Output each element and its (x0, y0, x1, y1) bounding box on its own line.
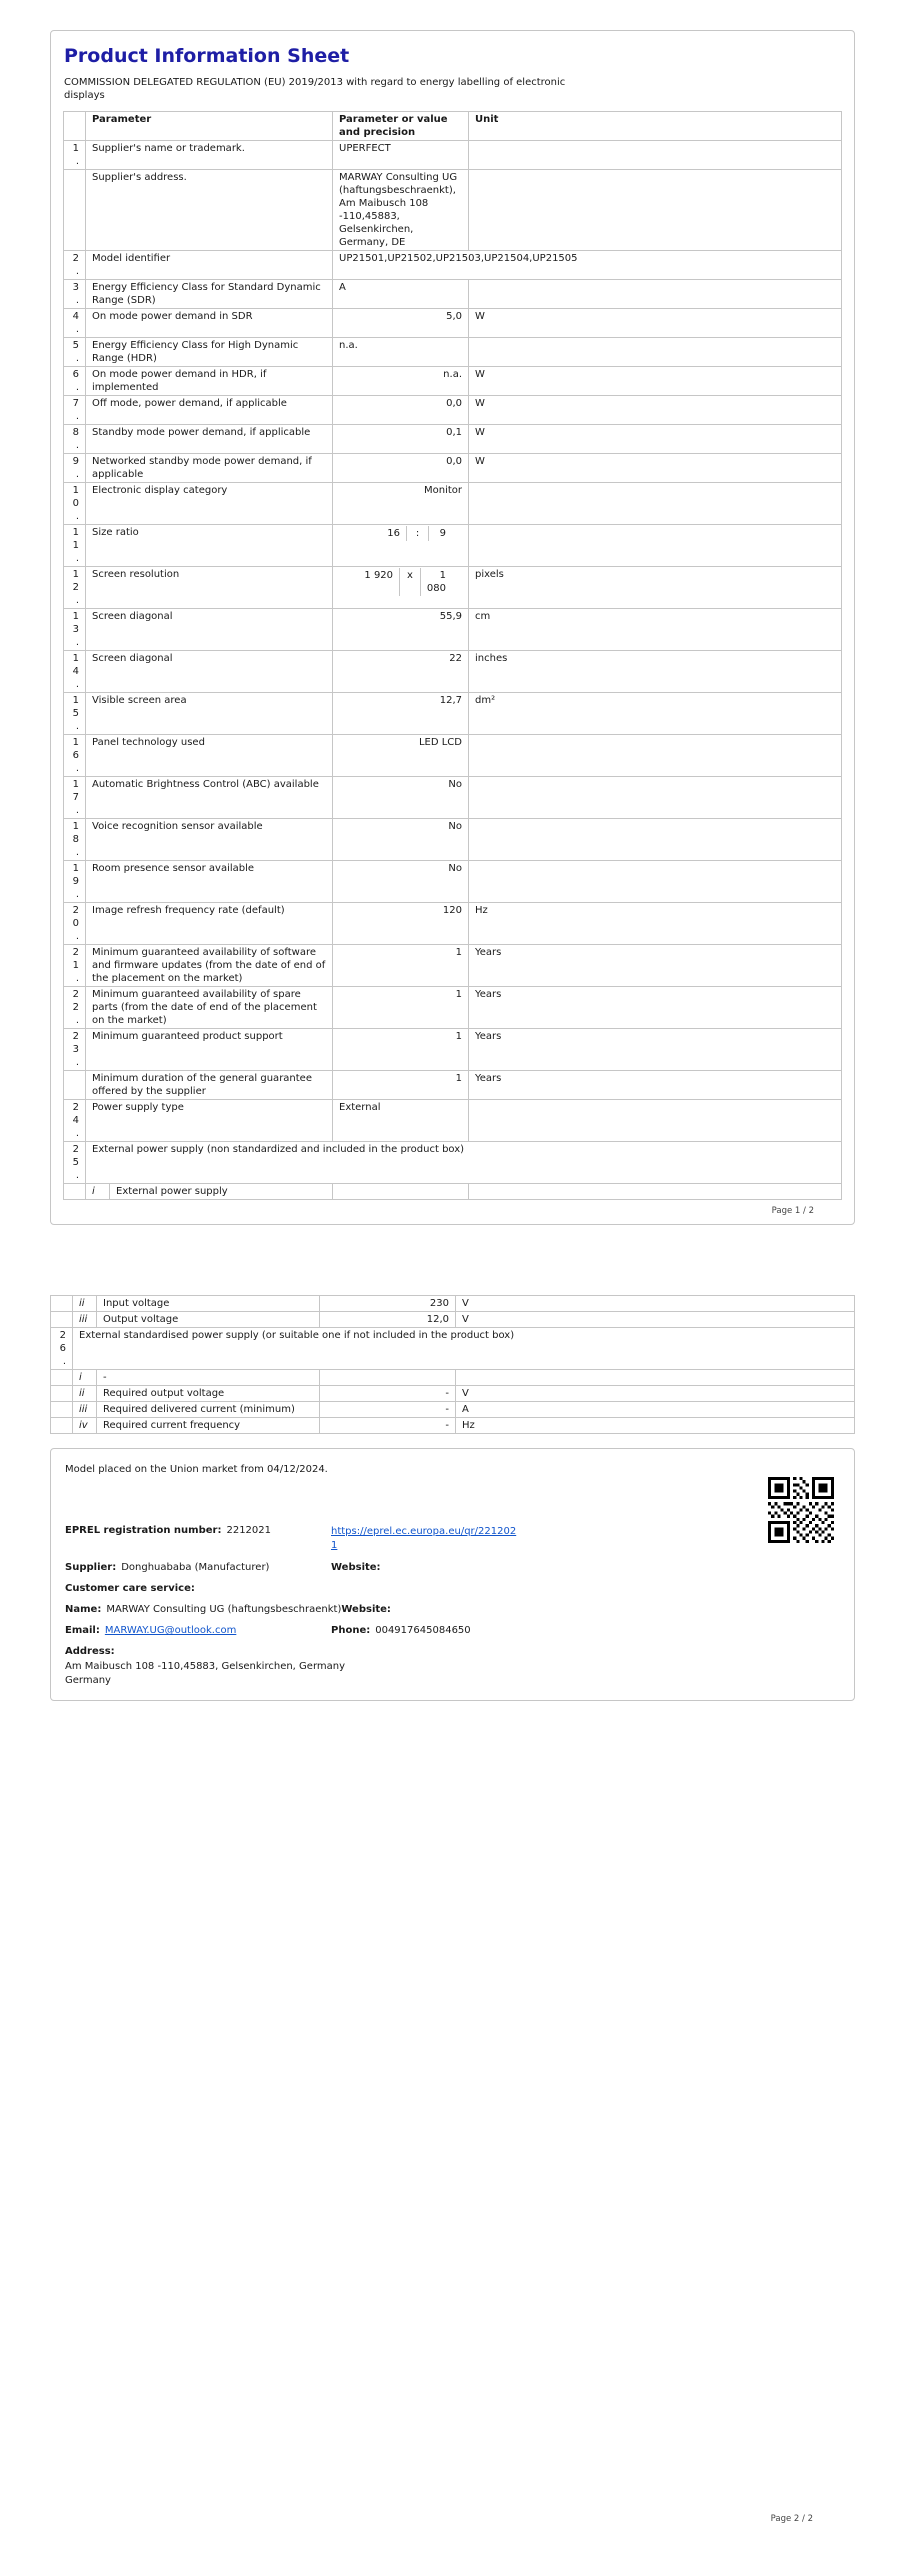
row-number-cell: 10. (64, 483, 86, 525)
value-cell: No (333, 819, 469, 861)
empty-header-cell (64, 112, 86, 141)
roman-index-cell: ii (73, 1386, 97, 1402)
unit-cell (469, 1100, 842, 1142)
unit-cell (469, 1184, 842, 1200)
value-cell: MARWAY Consulting UG (haftungsbeschraenkt), Am Maibusch 108 -110,45883, Gelsenkirchen, Germany, DE (333, 170, 469, 251)
value-cell: 22 (333, 651, 469, 693)
roman-index-cell: iii (73, 1402, 97, 1418)
website-label: Website: (331, 1562, 381, 1574)
value-cell: 1 (333, 945, 469, 987)
parameter-cell: Size ratio (86, 525, 333, 567)
parameter-cell: Energy Efficiency Class for Standard Dynamic Range (SDR) (86, 280, 333, 309)
row-number-cell (51, 1402, 73, 1418)
market-placement-text: Model placed on the Union market from 04/12/2024. (65, 1464, 328, 1476)
unit-cell (469, 280, 842, 309)
row-number-cell: 8. (64, 425, 86, 454)
value-cell: - (320, 1386, 456, 1402)
supplier-value: Donghuababa (Manufacturer) (121, 1562, 270, 1574)
value-cell: External (333, 1100, 469, 1142)
parameter-cell: Screen diagonal (86, 651, 333, 693)
eprel-row (63, 1525, 842, 1552)
table-header-row (64, 112, 842, 141)
section-span-cell: External power supply (non standardized and included in the product box) (86, 1142, 842, 1184)
unit-cell: W (469, 454, 842, 483)
unit-cell: Years (469, 1029, 842, 1071)
table-section-row (64, 1142, 842, 1184)
customer-care-heading: Customer care service: (65, 1583, 195, 1595)
table-section-row (51, 1328, 855, 1370)
qr-code (768, 1477, 834, 1543)
table-row (64, 309, 842, 338)
unit-cell: W (469, 309, 842, 338)
ratio-separator: : (407, 526, 429, 541)
parameter-cell: On mode power demand in HDR, if implemented (86, 367, 333, 396)
parameter-cell: Minimum duration of the general guarantee offered by the supplier (86, 1071, 333, 1100)
row-number-cell: 11. (64, 525, 86, 567)
table-row (64, 367, 842, 396)
website-label-2: Website: (341, 1604, 391, 1616)
contact-email-row (63, 1625, 842, 1636)
row-number-cell: 5. (64, 338, 86, 367)
table-row (64, 251, 842, 280)
value-cell: UP21501,UP21502,UP21503,UP21504,UP21505 (333, 251, 842, 280)
table-row (64, 819, 842, 861)
table-row (64, 903, 842, 945)
ratio-height: 9 (439, 528, 446, 540)
phone-label: Phone: (331, 1625, 371, 1637)
table-row-resolution (64, 567, 842, 609)
parameter-cell: Required delivered current (minimum) (97, 1402, 320, 1418)
unit-cell: Years (469, 945, 842, 987)
row-number-cell: 6. (64, 367, 86, 396)
roman-index-cell: iii (73, 1312, 97, 1328)
parameter-cell: Standby mode power demand, if applicable (86, 425, 333, 454)
unit-cell: A (456, 1402, 855, 1418)
parameter-cell: Minimum guaranteed availability of software and firmware updates (from the date of end of the placement on the market) (86, 945, 333, 987)
value-cell: 1 (333, 1029, 469, 1071)
parameter-cell: Automatic Brightness Control (ABC) available (86, 777, 333, 819)
value-cell: 230 (320, 1296, 456, 1312)
unit-cell: inches (469, 651, 842, 693)
parameter-cell: Electronic display category (86, 483, 333, 525)
parameter-cell: Model identifier (86, 251, 333, 280)
parameter-cell: Required current frequency (97, 1418, 320, 1434)
unit-cell (469, 819, 842, 861)
row-number-cell: 26. (51, 1328, 73, 1370)
parameter-cell: Screen resolution (86, 567, 333, 609)
value-cell (333, 567, 469, 609)
value-cell: No (333, 777, 469, 819)
table-row (64, 425, 842, 454)
table-row (64, 945, 842, 987)
parameter-cell: Screen diagonal (86, 609, 333, 651)
parameter-cell: Input voltage (97, 1296, 320, 1312)
row-number-cell (51, 1386, 73, 1402)
row-number-cell: 23. (64, 1029, 86, 1071)
unit-cell (456, 1370, 855, 1386)
row-number-cell (64, 170, 86, 251)
page-2-footer: Page 2 / 2 (770, 2514, 813, 2524)
parameter-cell: Minimum guaranteed product support (86, 1029, 333, 1071)
table-row (64, 1100, 842, 1142)
ratio-width: 16 (339, 526, 407, 541)
row-number-cell: 2. (64, 251, 86, 280)
row-number-cell: 21. (64, 945, 86, 987)
eprel-label: EPREL registration number: (65, 1525, 222, 1537)
unit-cell (469, 777, 842, 819)
parameter-cell: Voice recognition sensor available (86, 819, 333, 861)
row-number-cell: 4. (64, 309, 86, 338)
value-cell: 12,0 (320, 1312, 456, 1328)
phone-value: 004917645084650 (375, 1625, 471, 1637)
roman-index-cell: i (86, 1184, 110, 1200)
unit-cell (469, 170, 842, 251)
unit-cell: cm (469, 609, 842, 651)
value-cell: No (333, 861, 469, 903)
continuation-table (50, 1295, 855, 1434)
document-page-1 (50, 30, 855, 1225)
col-header-value: Parameter or value and precision (333, 112, 469, 141)
row-number-cell: 1. (64, 141, 86, 170)
parameter-cell: Room presence sensor available (86, 861, 333, 903)
eprel-number: 2212021 (226, 1525, 272, 1537)
value-cell: - (320, 1418, 456, 1434)
value-cell: - (320, 1402, 456, 1418)
unit-cell (469, 735, 842, 777)
regulation-subtitle: COMMISSION DELEGATED REGULATION (EU) 2019/2013 with regard to energy labelling of electronic displays (64, 77, 566, 102)
value-cell: 120 (333, 903, 469, 945)
eprel-registration (65, 1525, 331, 1552)
table-subrow (51, 1418, 855, 1434)
table-row (64, 735, 842, 777)
row-number-cell (51, 1370, 73, 1386)
value-cell: Monitor (333, 483, 469, 525)
parameter-cell: Off mode, power demand, if applicable (86, 396, 333, 425)
unit-cell: dm² (469, 693, 842, 735)
table-row (64, 454, 842, 483)
roman-index-cell: iv (73, 1418, 97, 1434)
content-column (50, 0, 855, 1701)
table-row (64, 693, 842, 735)
value-cell: 0,0 (333, 454, 469, 483)
table-subrow (51, 1312, 855, 1328)
parameter-cell: - (97, 1370, 320, 1386)
value-cell (333, 1184, 469, 1200)
unit-cell: Hz (456, 1418, 855, 1434)
value-cell: 1 (333, 1071, 469, 1100)
page-1-footer: Page 1 / 2 (771, 1206, 814, 1217)
row-number-cell: 18. (64, 819, 86, 861)
name-value: MARWAY Consulting UG (haftungsbeschraenkt) (106, 1604, 342, 1616)
unit-cell: W (469, 367, 842, 396)
row-number-cell: 9. (64, 454, 86, 483)
col-header-parameter: Parameter (86, 112, 333, 141)
unit-cell (469, 483, 842, 525)
row-number-cell (64, 1071, 86, 1100)
parameter-cell: Required output voltage (97, 1386, 320, 1402)
value-cell: A (333, 280, 469, 309)
product-parameters-table (63, 111, 842, 1200)
table-row (64, 141, 842, 170)
roman-index-cell: ii (73, 1296, 97, 1312)
row-number-cell: 16. (64, 735, 86, 777)
parameter-cell: Image refresh frequency rate (default) (86, 903, 333, 945)
table-subrow (64, 1184, 842, 1200)
resolution-height: 1 080 (426, 570, 446, 595)
table-row (64, 170, 842, 251)
parameter-cell: Energy Efficiency Class for High Dynamic Range (HDR) (86, 338, 333, 367)
parameter-cell: On mode power demand in SDR (86, 309, 333, 338)
value-cell (333, 525, 469, 567)
row-number-cell: 12. (64, 567, 86, 609)
unit-cell (469, 525, 842, 567)
unit-cell: Years (469, 987, 842, 1029)
row-number-cell (64, 1184, 86, 1200)
row-number-cell: 19. (64, 861, 86, 903)
unit-cell: V (456, 1296, 855, 1312)
roman-index-cell: i (73, 1370, 97, 1386)
table-row (64, 1029, 842, 1071)
table-row-size-ratio (64, 525, 842, 567)
unit-cell: W (469, 396, 842, 425)
parameter-cell: Power supply type (86, 1100, 333, 1142)
parameter-cell: Supplier's address. (86, 170, 333, 251)
unit-cell: W (469, 425, 842, 454)
table-row (64, 1071, 842, 1100)
unit-cell: Years (469, 1071, 842, 1100)
value-cell: LED LCD (333, 735, 469, 777)
market-info-box (50, 1448, 855, 1701)
parameter-cell: Visible screen area (86, 693, 333, 735)
address-heading: Address: (65, 1646, 115, 1658)
value-cell: 12,7 (333, 693, 469, 735)
value-cell: 5,0 (333, 309, 469, 338)
table-subrow (51, 1386, 855, 1402)
table-row (64, 987, 842, 1029)
parameter-cell: Minimum guaranteed availability of spare parts (from the date of end of the placement on the market) (86, 987, 333, 1029)
row-number-cell (51, 1418, 73, 1434)
table-row (64, 280, 842, 309)
value-cell: 0,1 (333, 425, 469, 454)
table-row (64, 483, 842, 525)
value-cell: 1 (333, 987, 469, 1029)
table-row (64, 396, 842, 425)
unit-cell (469, 141, 842, 170)
address-line-1: Am Maibusch 108 -110,45883, Gelsenkirchen, Germany (65, 1661, 345, 1673)
supplier-row (63, 1562, 842, 1573)
parameter-cell: Supplier's name or trademark. (86, 141, 333, 170)
resolution-width: 1 920 (339, 568, 400, 596)
row-number-cell: 7. (64, 396, 86, 425)
row-number-cell: 24. (64, 1100, 86, 1142)
unit-cell: V (456, 1312, 855, 1328)
row-number-cell: 20. (64, 903, 86, 945)
parameter-cell: Networked standby mode power demand, if applicable (86, 454, 333, 483)
row-number-cell: 17. (64, 777, 86, 819)
supplier-label: Supplier: (65, 1562, 117, 1574)
value-cell: n.a. (333, 367, 469, 396)
unit-cell (469, 338, 842, 367)
row-number-cell (51, 1296, 73, 1312)
email-link[interactable]: MARWAY.UG@outlook.com (104, 1625, 237, 1637)
row-number-cell: 22. (64, 987, 86, 1029)
table-subrow (51, 1370, 855, 1386)
address-line-2: Germany (65, 1675, 111, 1687)
col-header-unit: Unit (469, 112, 842, 141)
table-row (64, 338, 842, 367)
table-subrow (51, 1402, 855, 1418)
parameter-cell: Panel technology used (86, 735, 333, 777)
value-cell (320, 1370, 456, 1386)
value-cell: UPERFECT (333, 141, 469, 170)
value-cell: 0,0 (333, 396, 469, 425)
parameter-cell: Output voltage (97, 1312, 320, 1328)
table-row (64, 609, 842, 651)
table-row (64, 777, 842, 819)
section-span-cell: External standardised power supply (or suitable one if not included in the product box) (73, 1328, 855, 1370)
parameter-cell: External power supply (110, 1184, 333, 1200)
row-number-cell: 14. (64, 651, 86, 693)
table-row (64, 651, 842, 693)
row-number-cell (51, 1312, 73, 1328)
unit-cell (469, 861, 842, 903)
email-label: Email: (65, 1625, 100, 1637)
row-number-cell: 3. (64, 280, 86, 309)
resolution-separator: x (400, 568, 421, 596)
row-number-cell: 13. (64, 609, 86, 651)
value-cell: 55,9 (333, 609, 469, 651)
unit-cell: Hz (469, 903, 842, 945)
row-number-cell: 15. (64, 693, 86, 735)
value-cell: n.a. (333, 338, 469, 367)
page-title: Product Information Sheet (64, 45, 350, 67)
name-label: Name: (65, 1604, 102, 1616)
contact-name-row (63, 1604, 842, 1615)
unit-cell: V (456, 1386, 855, 1402)
table-subrow (51, 1296, 855, 1312)
row-number-cell: 25. (64, 1142, 86, 1184)
unit-cell: pixels (469, 567, 842, 609)
table-row (64, 861, 842, 903)
eprel-link[interactable]: https://eprel.ec.europa.eu/qr/2212021 (331, 1526, 517, 1551)
